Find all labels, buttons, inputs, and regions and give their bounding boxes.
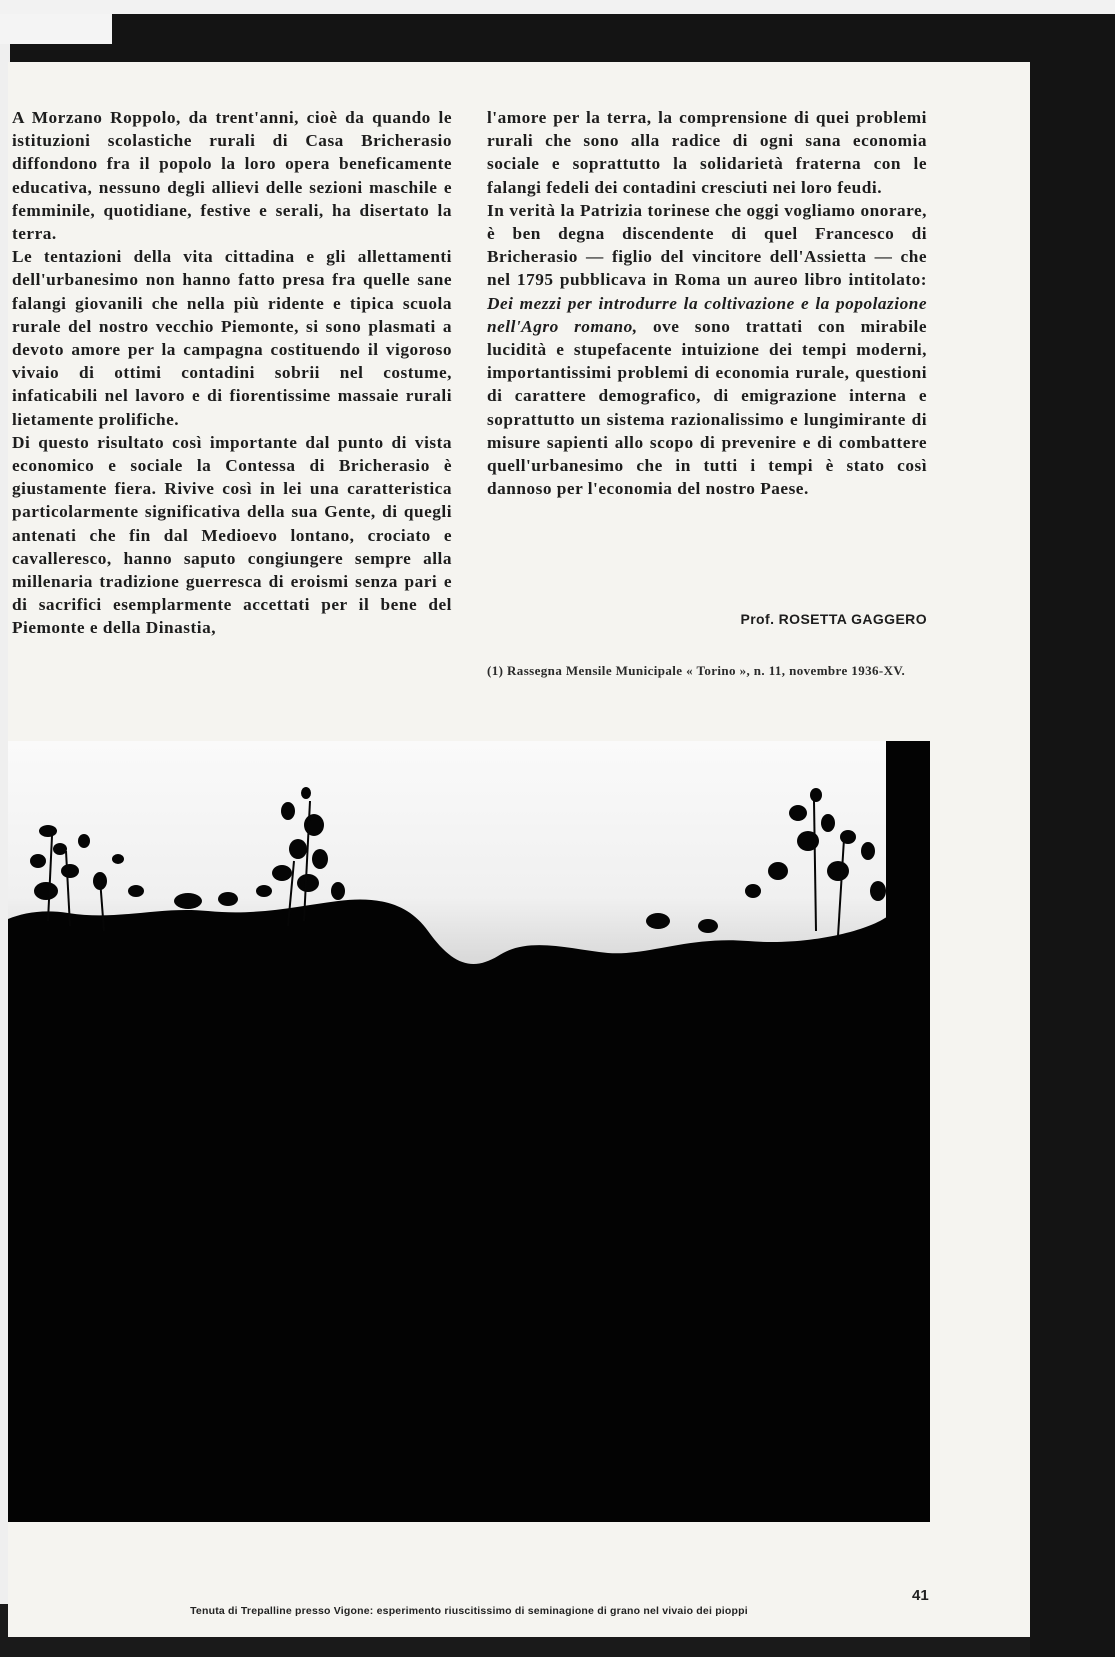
footnote: (1) Rassegna Mensile Municipale « Torino », n. 11, novembre 1936-XV. [487, 663, 906, 678]
paragraph-text: ove sono trattati con mirabile lucidità e stupefacente intuizione dei tempi moderni, importantissimi problemi di economia rurale, questioni di carattere demografico, di emigrazione interna e soprattutto un sistema razionalissimo e lungimirante di misure sapienti allo scopo di prevenire e di combattere quell'urbanesimo che in tutti i tempi è stato così dannoso per l'economia del nostro Paese. [487, 316, 928, 499]
field-photograph [8, 741, 930, 1522]
article-paragraph: Le tentazioni della vita cittadina e gli allettamenti dell'urbanesimo non hanno fatto presa fra quelle sane falangi giovanili che nella più ridente e tipica scuola rurale del nostro vecchio Piemonte, si sono plasmati a devoto amore per la campagna costituendo il vigoroso vivaio di ottimi contadini sobrii nel costume, infaticabili nel lavoro e di fiorentissime massaie rurali lietamente prolifiche. [12, 247, 452, 429]
article-paragraph: A Morzano Roppolo, da trent'anni, cioè da quando le istituzioni scolastiche rurali di Casa Bricherasio diffondono fra il popolo la loro opera beneficamente educativa, nessuno degli allievi delle sezioni maschile e femminile, quotidiane, festive e serali, ha disertato la terra. [12, 108, 452, 244]
scan-corner-tab [0, 14, 112, 44]
scan-top-margin [0, 0, 1115, 14]
article-paragraph [487, 199, 927, 501]
page-number: 41 [912, 1587, 929, 1604]
article-right-column [487, 106, 927, 500]
article-left-column [12, 106, 452, 640]
photo-image [8, 741, 930, 1522]
book-title: Dei mezzi per introdurre la coltivazione e la popolazione nell'Agro romano, [487, 293, 927, 336]
article-paragraph: l'amore per la terra, la comprensione di quei problemi rurali che sono alla radice di ogni sana economia sociale e soprattutto la solidarietà fraterna con le falangi fedeli dei contadini cresciuti nei loro feudi. [487, 108, 927, 197]
author-signature: Prof. ROSETTA GAGGERO [740, 611, 927, 627]
scan-right-border [1030, 70, 1115, 1657]
photo-caption: Tenuta di Trepalline presso Vigone: esperimento riuscitissimo di seminagione di grano nel vivaio dei pioppi [190, 1605, 748, 1617]
paragraph-text: In verità la Patrizia torinese che oggi vogliamo onorare, è ben degna discendente di quel Francesco di Bricherasio — figlio del vincitore dell'Assietta — che nel 1795 pubblicava in Roma un aureo libro intitolato: [487, 200, 927, 290]
article-paragraph: Di questo risultato così importante dal punto di vista economico e sociale la Contessa di Bricherasio è giustamente fiera. Rivive così in lei una caratteristica particolarmente significativa della sua Gente, di quegli antenati che fin dal Medioevo lontano, crociato e cavalleresco, hanno saputo congiungere sempre alla millenaria tradizione guerresca di eroismi senza pari e di sacrifici esemplarmente accettati per il bene del Piemonte e della Dinastia, [12, 432, 452, 638]
